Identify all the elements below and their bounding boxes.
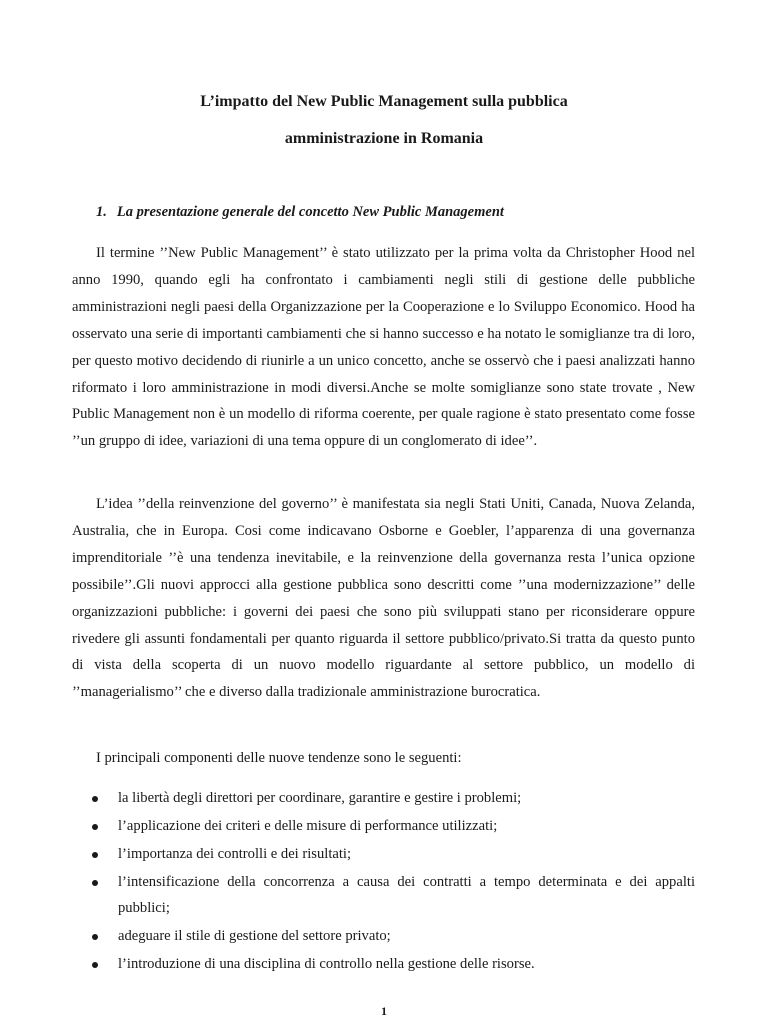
bullet-icon [92,824,98,830]
bullet-icon [92,852,98,858]
list-item-text: l’importanza dei controlli e dei risultati; [118,846,352,863]
list-item [72,952,695,978]
list-item [72,842,695,868]
document-title-line-2: amministrazione in Romania [284,130,484,147]
bullet-icon [92,796,98,802]
list-item-text: l’introduzione di una disciplina di controllo nella gestione delle risorse. [118,955,535,972]
bullet-icon [92,962,98,968]
bullet-icon [92,880,98,886]
bullet-icon [92,934,98,940]
list-item [72,924,695,950]
bullet-list [72,786,695,980]
section-number: 1. [96,204,107,220]
section-heading [96,204,504,221]
list-item-text: adeguare il stile di gestione del settore privato; [118,927,391,944]
list-item-text: l’intensificazione della concorrenza a causa dei contratti a tempo determinata e dei appalti pubblici; [118,874,695,916]
list-item [72,870,695,921]
list-item-text: l’applicazione dei criteri e delle misure di performance utilizzati; [118,818,498,835]
section-heading-text: La presentazione generale del concetto New Public Management [116,204,504,220]
list-item-text: la libertà degli direttori per coordinare, garantire e gestire i problemi; [118,790,522,806]
list-item [72,814,695,840]
page-number: 1 [381,1004,387,1018]
paragraph: L’idea ’’della reinvenzione del governo’’ è manifestata sia negli Stati Uniti, Canada, Nuova Zelanda, Australia, che in Europa. Cosi come indicavano Osborne e Goebler, l’apparenza di una governanza imprenditoriale ’’è una tendenza inevitabile, e la reinvenzione della governanza resta l’unica opzione possibile’’.Gli nuovi approcci alla gestione pubblica sono descritti come ’’una modernizzazione’’ delle organizzazioni pubbliche: i governi dei paesi che sono più sviluppati stano per riconsiderare oppure rivedere gli assunti fondamentali per quanto riguarda il settore pubblico/privato.Si tratta da questo punto di vista della scoperta di un nuovo modello riguardante al settore pubblico, un modello di ’’managerialismo’’ che e diverso dalla tradizionale amministrazione burocratica. [72,496,695,701]
paragraph: I principali componenti delle nuove tendenze sono le seguenti: [96,750,462,766]
paragraph: Il termine ’’New Public Management’’ è stato utilizzato per la prima volta da Christopher Hood nel anno 1990, quando egli ha confrontato i cambiamenti negli stili di gestione delle pubbliche amministrazioni negli paesi della Organizzazione per la Cooperazione e lo Sviluppo Economico. Hood ha osservato una serie di importanti cambiamenti che si hanno successo e ha notato le somiglianze tra di loro, per questo motivo decidendo di riunirle a un unico concetto, anche se osservò che i paesi analizzati hanno riformato i loro amministrazione in modi diversi.Anche se molte somiglianze sono state trovate , New Public Management non è un modello di riforma coerente, per quale ragione è stato presentato come fosse ’’un gruppo di idee, variazioni di una tema oppure di un conglomerato di idee’’. [72,245,695,450]
list-item [72,786,695,812]
document-title-line-1: L’impatto del New Public Management sulla pubblica [200,93,568,110]
